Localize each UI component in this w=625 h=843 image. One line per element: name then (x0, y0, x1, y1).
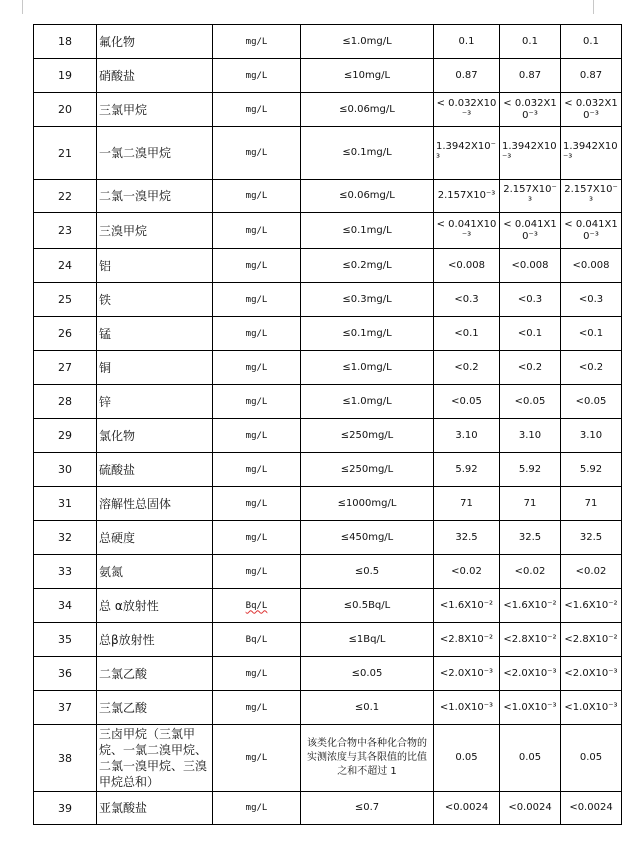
limit-value: ≤0.2mg/L (301, 249, 434, 283)
result-1: <0.2 (434, 351, 500, 385)
item-name: 总β放射性 (97, 623, 213, 657)
result-2: 3.10 (500, 419, 561, 453)
table-row (34, 623, 622, 657)
result-1: < 0.041X10⁻³ (434, 213, 500, 249)
item-name: 总硬度 (97, 521, 213, 555)
table-row (34, 792, 622, 825)
result-3: 32.5 (561, 521, 622, 555)
unit: mg/L (213, 25, 301, 59)
unit: mg/L (213, 521, 301, 555)
result-2: < 0.032X10⁻³ (500, 93, 561, 127)
table-row (34, 691, 622, 725)
table-row (34, 283, 622, 317)
result-2: <1.0X10⁻³ (500, 691, 561, 725)
result-2: 0.1 (500, 25, 561, 59)
limit-value: ≤0.06mg/L (301, 93, 434, 127)
unit: mg/L (213, 317, 301, 351)
result-2: 0.05 (500, 725, 561, 792)
row-number: 20 (34, 93, 97, 127)
limit-value: ≤0.5 (301, 555, 434, 589)
item-name: 三氯甲烷 (97, 93, 213, 127)
result-3: <2.0X10⁻³ (561, 657, 622, 691)
limit-value: ≤0.1mg/L (301, 127, 434, 180)
result-3: <0.2 (561, 351, 622, 385)
result-3: < 0.041X10⁻³ (561, 213, 622, 249)
water-quality-table (33, 24, 622, 825)
row-number: 36 (34, 657, 97, 691)
result-2: 32.5 (500, 521, 561, 555)
table-row (34, 521, 622, 555)
item-name: 铝 (97, 249, 213, 283)
table-row (34, 419, 622, 453)
row-number: 19 (34, 59, 97, 93)
result-3: <0.3 (561, 283, 622, 317)
result-2: 0.87 (500, 59, 561, 93)
page-margin-mark-right (593, 0, 594, 14)
limit-value: 该类化合物中各种化合物的实测浓度与其各限值的比值之和不超过 1 (301, 725, 434, 792)
row-number: 23 (34, 213, 97, 249)
item-name: 一氯二溴甲烷 (97, 127, 213, 180)
item-name: 三卤甲烷（三氯甲烷、一氯二溴甲烷、二氯一溴甲烷、三溴甲烷总和） (97, 725, 213, 792)
result-2: <0.0024 (500, 792, 561, 825)
limit-value: ≤10mg/L (301, 59, 434, 93)
item-name: 二氯一溴甲烷 (97, 180, 213, 213)
result-1: <0.3 (434, 283, 500, 317)
row-number: 21 (34, 127, 97, 180)
limit-value: ≤0.3mg/L (301, 283, 434, 317)
result-2: <1.6X10⁻² (500, 589, 561, 623)
result-1: 32.5 (434, 521, 500, 555)
unit: mg/L (213, 93, 301, 127)
result-3: <0.008 (561, 249, 622, 283)
unit: mg/L (213, 725, 301, 792)
limit-value: ≤0.5Bq/L (301, 589, 434, 623)
limit-value: ≤0.1 (301, 691, 434, 725)
item-name: 硝酸盐 (97, 59, 213, 93)
limit-value: ≤0.1mg/L (301, 213, 434, 249)
item-name: 三溴甲烷 (97, 213, 213, 249)
result-1: 71 (434, 487, 500, 521)
row-number: 37 (34, 691, 97, 725)
result-1: <0.05 (434, 385, 500, 419)
row-number: 31 (34, 487, 97, 521)
result-2: <0.02 (500, 555, 561, 589)
row-number: 28 (34, 385, 97, 419)
table-row (34, 25, 622, 59)
item-name: 铁 (97, 283, 213, 317)
unit: mg/L (213, 249, 301, 283)
row-number: 34 (34, 589, 97, 623)
table-body (34, 25, 622, 825)
item-name: 氨氮 (97, 555, 213, 589)
result-3: 3.10 (561, 419, 622, 453)
table-row (34, 725, 622, 792)
result-2: 1.3942X10⁻³ (500, 127, 561, 180)
result-1: 2.157X10⁻³ (434, 180, 500, 213)
result-2: 2.157X10⁻³ (500, 180, 561, 213)
item-name: 亚氯酸盐 (97, 792, 213, 825)
row-number: 25 (34, 283, 97, 317)
result-3: <1.0X10⁻³ (561, 691, 622, 725)
table-row (34, 213, 622, 249)
table-row (34, 59, 622, 93)
page-margin-mark-left (22, 0, 23, 14)
item-name: 锌 (97, 385, 213, 419)
table-row (34, 555, 622, 589)
result-1: 0.1 (434, 25, 500, 59)
unit: mg/L (213, 792, 301, 825)
row-number: 33 (34, 555, 97, 589)
table-row (34, 657, 622, 691)
result-2: <2.0X10⁻³ (500, 657, 561, 691)
limit-value: ≤1.0mg/L (301, 25, 434, 59)
item-name: 溶解性总固体 (97, 487, 213, 521)
result-1: <0.0024 (434, 792, 500, 825)
table-row (34, 385, 622, 419)
result-3: 0.87 (561, 59, 622, 93)
limit-value: ≤0.1mg/L (301, 317, 434, 351)
unit: mg/L (213, 487, 301, 521)
limit-value: ≤450mg/L (301, 521, 434, 555)
result-1: < 0.032X10⁻³ (434, 93, 500, 127)
result-1: <0.02 (434, 555, 500, 589)
table-row (34, 249, 622, 283)
unit: mg/L (213, 59, 301, 93)
item-name: 二氯乙酸 (97, 657, 213, 691)
result-3: <0.1 (561, 317, 622, 351)
table-row (34, 180, 622, 213)
table-row (34, 127, 622, 180)
limit-value: ≤1Bq/L (301, 623, 434, 657)
result-3: 71 (561, 487, 622, 521)
unit: mg/L (213, 127, 301, 180)
item-name: 铜 (97, 351, 213, 385)
unit: mg/L (213, 385, 301, 419)
result-1: 0.05 (434, 725, 500, 792)
result-1: <0.1 (434, 317, 500, 351)
result-1: <2.0X10⁻³ (434, 657, 500, 691)
row-number: 30 (34, 453, 97, 487)
result-1: 1.3942X10⁻³ (434, 127, 500, 180)
result-3: <0.02 (561, 555, 622, 589)
unit: mg/L (213, 419, 301, 453)
row-number: 38 (34, 725, 97, 792)
limit-value: ≤250mg/L (301, 453, 434, 487)
result-2: < 0.041X10⁻³ (500, 213, 561, 249)
result-2: <0.3 (500, 283, 561, 317)
unit-text: Bq/L (245, 600, 268, 611)
row-number: 27 (34, 351, 97, 385)
limit-value: ≤250mg/L (301, 419, 434, 453)
row-number: 26 (34, 317, 97, 351)
result-2: <0.2 (500, 351, 561, 385)
result-3: <0.0024 (561, 792, 622, 825)
table-row (34, 453, 622, 487)
result-3: <2.8X10⁻² (561, 623, 622, 657)
result-1: 5.92 (434, 453, 500, 487)
result-2: 5.92 (500, 453, 561, 487)
unit: mg/L (213, 555, 301, 589)
limit-value: ≤1.0mg/L (301, 351, 434, 385)
row-number: 22 (34, 180, 97, 213)
unit: mg/L (213, 453, 301, 487)
unit: Bq/L (213, 623, 301, 657)
limit-value: ≤1.0mg/L (301, 385, 434, 419)
result-1: 3.10 (434, 419, 500, 453)
result-1: <0.008 (434, 249, 500, 283)
result-3: 5.92 (561, 453, 622, 487)
result-1: <2.8X10⁻² (434, 623, 500, 657)
item-name: 氯化物 (97, 419, 213, 453)
row-number: 29 (34, 419, 97, 453)
result-3: 0.05 (561, 725, 622, 792)
limit-value: ≤0.05 (301, 657, 434, 691)
limit-value: ≤1000mg/L (301, 487, 434, 521)
unit: mg/L (213, 351, 301, 385)
row-number: 39 (34, 792, 97, 825)
result-2: <0.008 (500, 249, 561, 283)
result-2: <0.05 (500, 385, 561, 419)
unit: mg/L (213, 657, 301, 691)
item-name: 三氯乙酸 (97, 691, 213, 725)
result-3: 1.3942X10⁻³ (561, 127, 622, 180)
row-number: 18 (34, 25, 97, 59)
item-name: 总 α放射性 (97, 589, 213, 623)
result-2: <2.8X10⁻² (500, 623, 561, 657)
table-row (34, 487, 622, 521)
limit-value: ≤0.7 (301, 792, 434, 825)
result-1: <1.6X10⁻² (434, 589, 500, 623)
table-row (34, 589, 622, 623)
result-3: < 0.032X10⁻³ (561, 93, 622, 127)
item-name: 锰 (97, 317, 213, 351)
result-3: 0.1 (561, 25, 622, 59)
item-name: 硫酸盐 (97, 453, 213, 487)
unit: mg/L (213, 691, 301, 725)
table-row (34, 93, 622, 127)
unit: mg/L (213, 283, 301, 317)
unit: mg/L (213, 213, 301, 249)
unit: mg/L (213, 180, 301, 213)
result-1: 0.87 (434, 59, 500, 93)
unit (213, 589, 301, 623)
item-name: 氟化物 (97, 25, 213, 59)
table-row (34, 351, 622, 385)
result-2: <0.1 (500, 317, 561, 351)
row-number: 32 (34, 521, 97, 555)
result-3: 2.157X10⁻³ (561, 180, 622, 213)
result-3: <0.05 (561, 385, 622, 419)
result-2: 71 (500, 487, 561, 521)
limit-value: ≤0.06mg/L (301, 180, 434, 213)
row-number: 24 (34, 249, 97, 283)
result-3: <1.6X10⁻² (561, 589, 622, 623)
row-number: 35 (34, 623, 97, 657)
table-row (34, 317, 622, 351)
result-1: <1.0X10⁻³ (434, 691, 500, 725)
